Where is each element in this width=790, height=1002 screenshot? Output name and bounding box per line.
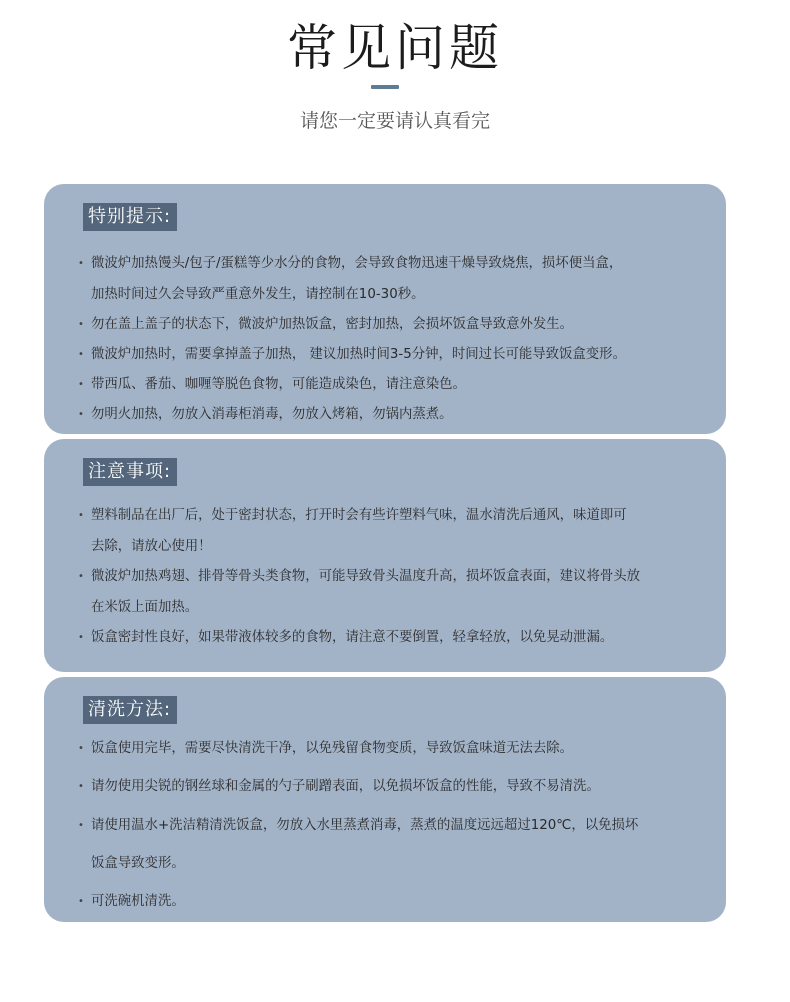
list-item: • 饭盒使用完毕，需要尽快清洗干净，以免残留食物变质，导致饭盒味道无法去除。 [80, 739, 573, 759]
section-heading: 注意事项: [83, 458, 177, 486]
page-title: 常见问题 [287, 19, 503, 77]
title-accent-bar [371, 85, 399, 89]
list-item: • 微波炉加热馒头/包子/蛋糕等少水分的食物，会导致食物迅速干燥导致烧焦，损坏便当盒， [80, 254, 622, 274]
list-item: • 勿明火加热，勿放入消毒柜消毒，勿放入烤箱，勿锅内蒸煮。 [80, 405, 453, 425]
page-subtitle: 请您一定要请认真看完 [299, 110, 490, 132]
list-item-continuation: 去除，请放心使用！ [91, 539, 212, 554]
special-notice-panel [44, 184, 726, 434]
list-item: • 塑料制品在出厂后，处于密封状态，打开时会有些许塑料气味，温水清洗后通风，味道即可 [80, 506, 627, 526]
cleaning-method-panel [44, 677, 726, 922]
list-item: • 微波炉加热鸡翅、排骨等骨头类食物，可能导致骨头温度升高，损坏饭盒表面，建议将骨头放 [80, 567, 640, 587]
list-item: • 微波炉加热时，需要拿掉盖子加热， 建议加热时间3-5分钟，时间过长可能导致饭盒变形。 [80, 345, 626, 365]
list-item: • 请勿使用尖锐的钢丝球和金属的勺子刷蹭表面，以免损坏饭盒的性能，导致不易清洗。 [80, 777, 600, 797]
section-heading: 清洗方法: [83, 696, 177, 724]
section-heading: 特别提示: [83, 203, 177, 231]
precautions-panel [44, 439, 726, 672]
list-item: • 带西瓜、番茄、咖喱等脱色食物，可能造成染色，请注意染色。 [80, 375, 466, 395]
list-item: • 请使用温水+洗洁精清洗饭盒，勿放入水里蒸煮消毒，蒸煮的温度远远超过120℃，以免损坏 [80, 816, 638, 836]
list-item: • 饭盒密封性良好，如果带液体较多的食物，请注意不要倒置，轻拿轻放，以免晃动泄漏。 [80, 628, 613, 648]
list-item-continuation: 在米饭上面加热。 [91, 600, 199, 615]
list-item: • 勿在盖上盖子的状态下，微波炉加热饭盒，密封加热，会损坏饭盒导致意外发生。 [80, 315, 573, 335]
list-item: • 可洗碗机清洗。 [80, 892, 185, 912]
list-item-continuation: 饭盒导致变形。 [91, 856, 185, 871]
list-item-continuation: 加热时间过久会导致严重意外发生，请控制在10-30秒。 [91, 287, 425, 302]
